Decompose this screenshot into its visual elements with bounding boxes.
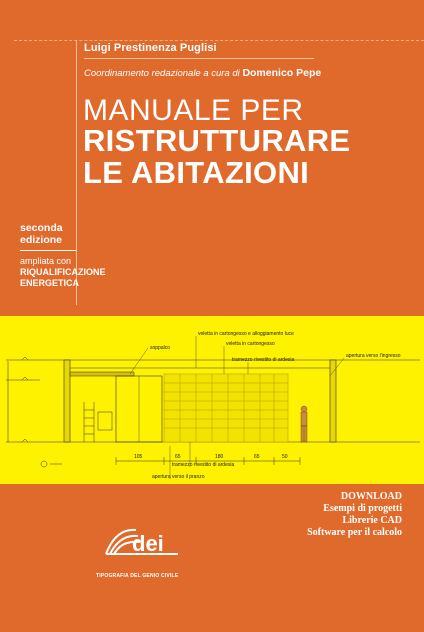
coordination-line xyxy=(84,67,321,79)
dimension-50: 50 xyxy=(282,454,288,460)
extension-label xyxy=(20,256,106,289)
download-item-2: Librerie CAD xyxy=(342,515,402,526)
edition-rule xyxy=(20,250,76,251)
download-title: DOWNLOAD xyxy=(340,491,402,502)
download-item-3: Software per il calcolo xyxy=(307,527,402,538)
coordination-editor: Domenico Pepe xyxy=(242,67,322,79)
label-apertura-ingresso: apertura verso l'ingresso xyxy=(346,353,401,359)
dimension-65a: 65 xyxy=(175,454,181,460)
coordination-prefix: Coordinamento redazionale a cura di xyxy=(84,68,240,79)
extension-line-2: ENERGETICA xyxy=(20,278,80,288)
dimension-105: 105 xyxy=(134,454,143,460)
title-line-1: MANUALE PER xyxy=(83,94,304,127)
dimension-180: 180 xyxy=(215,454,224,460)
download-item-1: Esempi di progetti xyxy=(323,503,402,514)
logo-text: dei xyxy=(132,531,164,556)
dimension-65b: 65 xyxy=(254,454,260,460)
edition-label xyxy=(20,222,63,246)
edition-line-1: seconda xyxy=(20,222,63,234)
label-veletta-alloggiamento: veletta in cartongesso e alloggiamento luce xyxy=(198,331,294,337)
author-name: Luigi Prestinenza Puglisi xyxy=(84,42,217,54)
title-line-3: LE ABITAZIONI xyxy=(83,155,310,190)
publisher-logo xyxy=(102,522,182,570)
label-veletta: veletta in cartongesso xyxy=(226,341,275,347)
extension-line-1: RIQUALIFICAZIONE xyxy=(20,267,106,277)
author-underline xyxy=(84,58,314,59)
architectural-drawing-band xyxy=(0,316,424,484)
dei-logo-icon xyxy=(102,522,182,570)
edition-line-2: edizione xyxy=(20,234,63,246)
section-drawing xyxy=(0,316,424,484)
label-apertura-pranzo: apertura verso il pranzo xyxy=(152,474,205,480)
title-line-2: RISTRUTTURARE xyxy=(83,123,351,158)
publisher-tagline: TIPOGRAFIA DEL GENIO CIVILE xyxy=(96,573,179,579)
label-soppalco: soppalco xyxy=(150,345,171,351)
label-tramezzo-top: tramezzo rivestito di ardesia xyxy=(232,357,295,363)
extension-prefix: ampliata con xyxy=(20,256,72,266)
label-tramezzo-bottom: tramezzo rivestito di ardesia xyxy=(172,462,235,468)
download-box xyxy=(290,491,402,539)
